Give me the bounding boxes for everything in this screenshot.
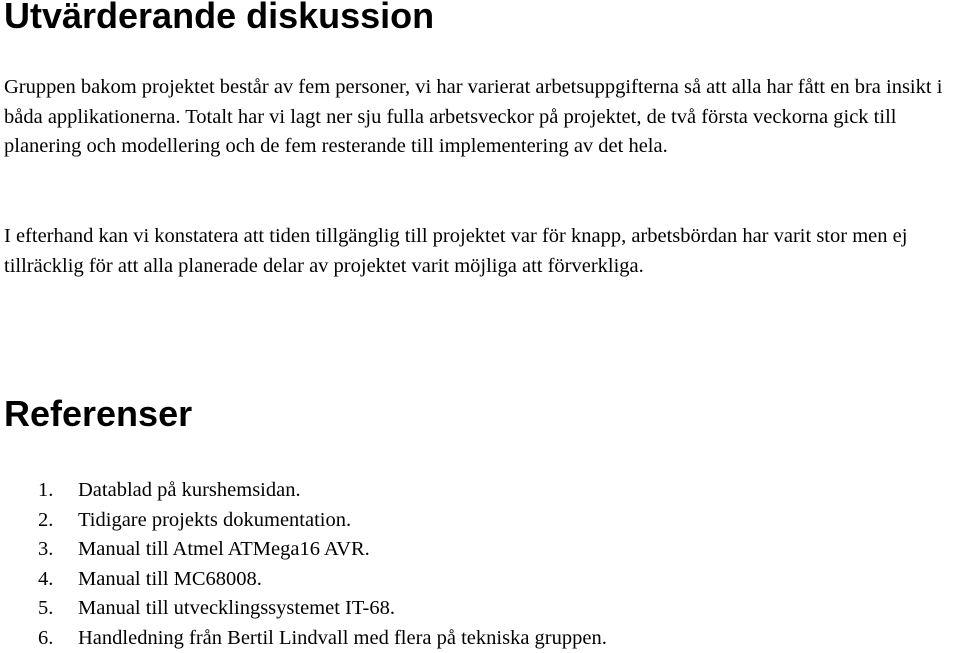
reference-item [38,624,607,653]
reference-item [38,594,607,624]
section-heading-references: Referenser [4,394,192,434]
reference-text: Tidigare projekts dokumentation. [78,509,351,531]
reference-number: 3. [38,535,78,565]
reference-text: Handledning från Bertil Lindvall med flera på tekniska gruppen. [78,627,607,649]
reference-number: 4. [38,565,78,595]
reference-item [38,565,607,595]
reference-number: 5. [38,594,78,624]
reference-list [38,476,607,653]
reference-text: Manual till Atmel ATMega16 AVR. [78,538,370,560]
reference-item [38,506,607,536]
reference-number: 1. [38,476,78,506]
paragraph-group-work: Gruppen bakom projektet består av fem personer, vi har varierat arbetsuppgifterna så att alla har fått en bra insikt i båda applikationerna. Totalt har vi lagt ner sju fulla arbetsveckor på projektet, de två första veckorna gick till planering och modellering och de fem resterande till implementering av det hela. [4,73,960,162]
reference-text: Datablad på kurshemsidan. [78,479,301,501]
reference-text: Manual till MC68008. [78,568,262,590]
reference-item [38,535,607,565]
section-heading-discussion: Utvärderande diskussion [4,0,434,36]
reference-number: 2. [38,506,78,536]
reference-number: 6. [38,624,78,653]
reference-text: Manual till utvecklingssystemet IT-68. [78,597,395,619]
paragraph-conclusion: I efterhand kan vi konstatera att tiden tillgänglig till projektet var för knapp, arbetsbördan har varit stor men ej tillräcklig för att alla planerade delar av projektet varit möjliga att förverkliga. [4,222,960,281]
reference-item [38,476,607,506]
